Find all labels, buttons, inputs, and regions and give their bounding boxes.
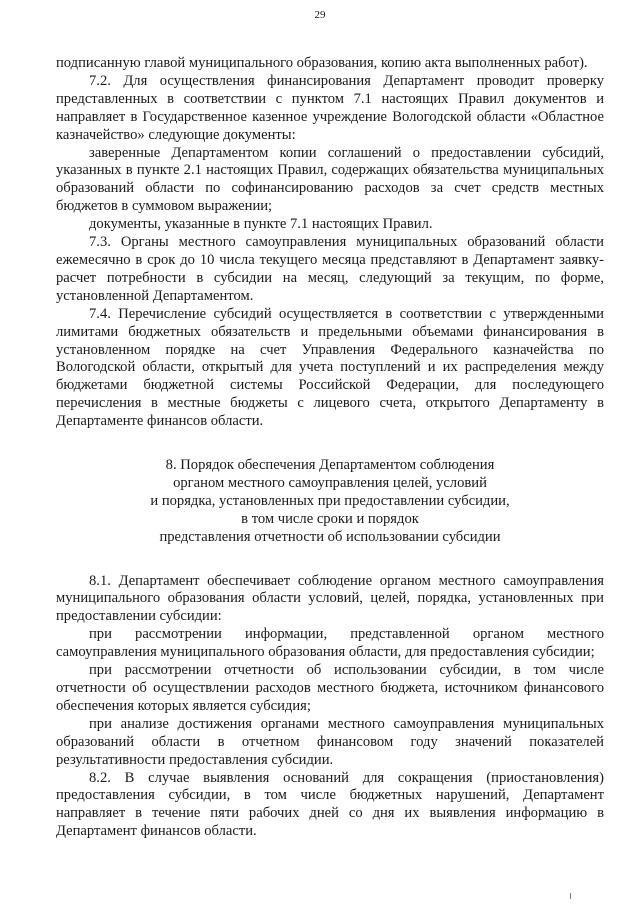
document-body bbox=[56, 55, 604, 841]
section-7-text bbox=[56, 55, 604, 431]
heading-line: в том числе сроки и порядок bbox=[241, 510, 419, 527]
paragraph: 7.2. Для осуществления финансирования Департамент проводит проверку представленных в соответствии с пунктом 7.1 настоящих Правил документов и направляет в Государственное казенное учреждение Вологодской области «Областное казначейство» следующие документы: bbox=[56, 72, 604, 143]
heading-line: 8. Порядок обеспечения Департаментом соблюдения bbox=[165, 457, 495, 474]
section-8-heading bbox=[56, 457, 604, 547]
heading-line: органом местного самоуправления целей, условий bbox=[173, 474, 487, 491]
paragraph: при рассмотрении информации, представленной органом местного самоуправления муниципального образования области, для предоставления субсидии; bbox=[56, 626, 604, 661]
paragraph: 7.3. Органы местного самоуправления муниципальных образований области ежемесячно в срок до 10 числа текущего месяца представляют в Департамент заявку-расчет потребности в субсидии на месяц, следующий за текущим, по форме, установленной Департаментом. bbox=[56, 234, 604, 304]
paragraph: при анализе достижения органами местного самоуправления муниципальных образований области в отчетном финансовом году значений показателей результативности предоставления субсидии. bbox=[56, 715, 604, 768]
paragraph: заверенные Департаментом копии соглашений о предоставлении субсидий, указанных в пункте 2.1 настоящих Правил, содержащих обязательства муниципальных образований области по софинансированию расходов за счет средств местных бюджетов в суммовом выражении; bbox=[56, 144, 604, 215]
paragraph: при рассмотрении отчетности об использовании субсидии, в том числе отчетности об осуществлении расходов местного бюджета, источником финансового обеспечения которых является субсидия; bbox=[56, 662, 604, 714]
section-8-text bbox=[56, 573, 604, 842]
page-number: 29 bbox=[314, 9, 326, 21]
scan-mark bbox=[570, 893, 571, 899]
paragraph: 7.4. Перечисление субсидий осуществляется в соответствии с утвержденными лимитами бюджетных обязательств и предельными объемами финансирования в установленном порядке на счет Управления Федерального казначейства по Вологодской области, открытый для учета поступлений и их распределения между бюджетами бюджетной системы Российской Федерации, для последующего перечисления в местные бюджеты с лицевого счета, открытого Департаменту в Департаменте финансов области. bbox=[56, 305, 604, 430]
paragraph: 8.1. Департамент обеспечивает соблюдение органом местного самоуправления муниципального образования области условий, целей, порядка, установленных при предоставлении субсидии: bbox=[56, 572, 604, 625]
heading-line: представления отчетности об использовании субсидии bbox=[159, 528, 501, 545]
paragraph: 8.2. В случае выявления оснований для сокращения (приостановления) предоставления субсидии, в том числе бюджетных нарушений, Департамент направляет в течение пяти рабочих дней со дня их выявления информацию в Департамент финансов области. bbox=[56, 769, 604, 840]
heading-line: и порядка, установленных при предоставлении субсидии, bbox=[150, 492, 510, 509]
paragraph: подписанную главой муниципального образования, копию акта выполненных работ). bbox=[56, 55, 588, 71]
paragraph: документы, указанные в пункте 7.1 настоящих Правил. bbox=[89, 216, 433, 233]
